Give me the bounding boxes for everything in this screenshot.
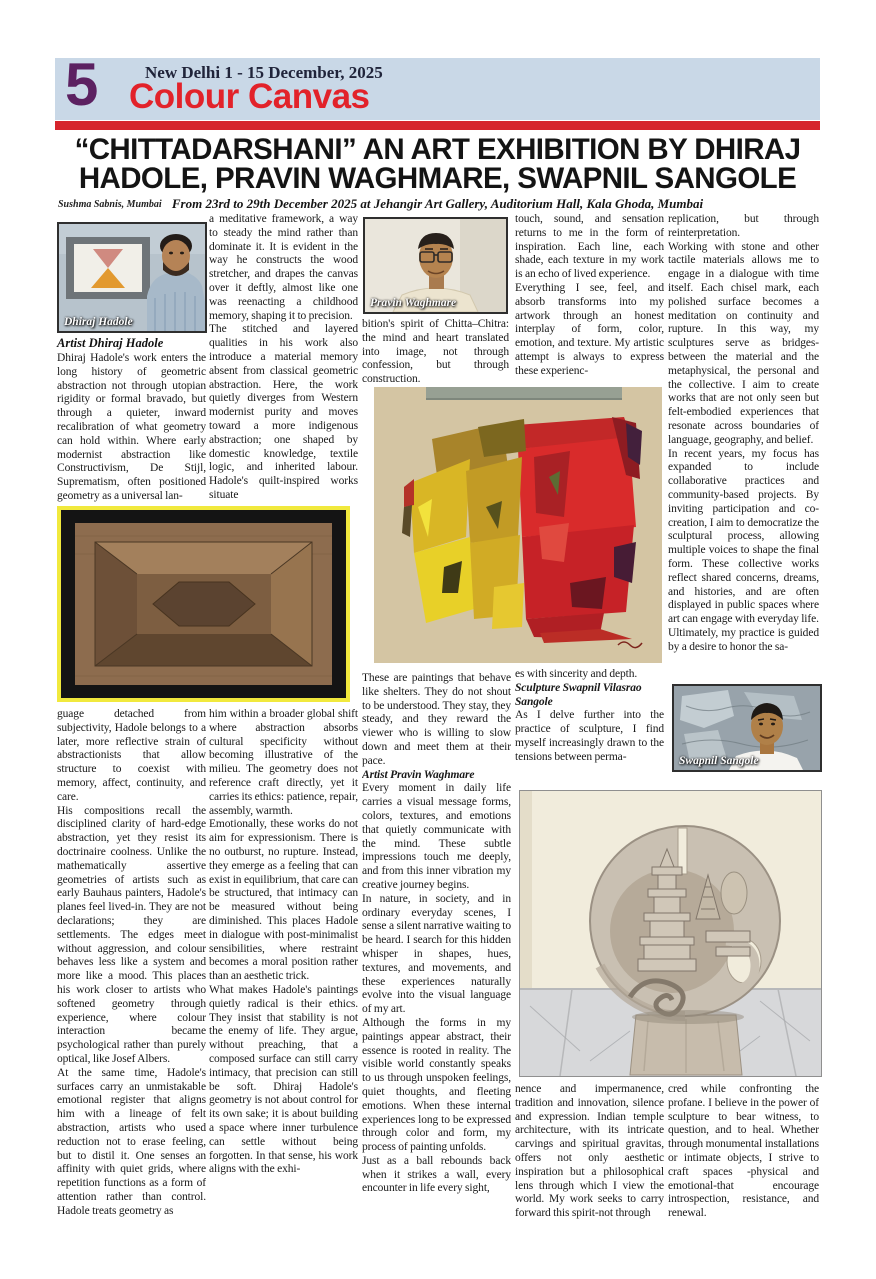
paragraph: a meditative framework, a way to steady the mind rather than dominate it. It is evident in the way he constructs the wood stretcher, and drapes the canvas over it deftly, almost like one was reenacting a childhood memory, shaping it to precision. <box>209 213 358 322</box>
section-heading-dhiraj: Artist Dhiraj Hadole <box>57 336 164 350</box>
paragraph: bition's spirit of Chitta–Chitra: the mind and heart translated into image, not through confession, but through construction. <box>362 318 509 386</box>
photo-swapnil-sangole <box>672 684 822 772</box>
paragraph: Everything I see, feel, and absorb transforms into my artwork through an honest interplay of form, color, emotion, and texture. My artistic attempt is always to express these experienc- <box>515 281 664 377</box>
paragraph: Just as a ball rebounds back when it strikes a wall, every encounter in life every sight, <box>362 1154 511 1195</box>
photo-pravin-waghmare <box>363 217 508 314</box>
paragraph: cred while confronting the profane. I believe in the power of sculpture to bear witness, to question, and to heal. Whether through monumental installations or intimate objects, I strive to craft spaces -physical and emotional-that encourage introspection, resistance, and renewal. <box>668 1083 819 1220</box>
article-text-col5-a <box>668 213 819 682</box>
paragraph: In nature, in society, and in ordinary everyday scenes, I sense a silent narrative waiting to be heard. I search for this hidden whisper in shapes, hues, textures, and movements, and these experiences naturally evolve into the visual language of my art. <box>362 892 511 1016</box>
artwork-sculpture <box>519 790 822 1077</box>
paragraph: guage detached from subjectivity, Hadole belongs to a later, more reflective strain of abstractionists that allow structure to coexist with memory, affect, continuity, and care. <box>57 708 206 803</box>
article-text-col5-b <box>668 1083 819 1221</box>
paragraph: The stitched and layered qualities in his work also introduce a material memory absent from classical geometric abstraction. Here, the work quietly diverges from Western modernist purity and moves toward a more indigenous abstraction; one shaped by domestic knowledge, textile logic, and inherited labour. Hadole's quilt-inspired works situate <box>209 323 358 501</box>
article-text-col1-a <box>57 352 206 505</box>
paragraph: Although the forms in my paintings appear abstract, their essence is rooted in reality. The visible world constantly speaks to us through unspoken feelings, quiet thoughts, and fleeting emotions. When these internal experiences long to be expressed through color and form, my process of painting unfolds. <box>362 1016 511 1154</box>
headline: “CHITTADARSHANI” AN ART EXHIBITION BY DHIRAJ HADOLE, PRAVIN WAGHMARE, SWAPNIL SANGOLE <box>74 133 801 195</box>
paragraph: In recent years, my focus has expanded to include collaborative practices and community-based projects. By inviting participation and co-creation, I aim to democratize the sculptural process, allowing multiple voices to shape the final form. These collective works reflect shared concerns, dreams, and histories, and are often displayed in public spaces where art can engage with everyday life. <box>668 447 819 626</box>
paragraph: replication, but through reinterpretation. <box>668 213 819 239</box>
paragraph: His compositions recall the disciplined clarity of hard-edge abstraction, yet they resist its doctrinaire coolness. Unlike the mathematically assertive geometries of artists such as early Bauhaus painters, Hadole's planes feel lived-in. They are not declarations; they are settlements. The edges meet without aggression, and colour behaves less like a system and more like a mood. This places his work closer to artists who softened geometry through experience, where colour interaction became psychological rather than purely optical, like Josef Albers. <box>57 804 206 1065</box>
article-text-col1-b <box>57 708 206 1220</box>
paragraph: What makes Hadole's paintings quietly radical is their ethics. They insist that stability is not the enemy of life. They argue, without preaching, that a composed surface can still carry intimacy, that precision can still be soft. Dhiraj Hadole's geometry is not about control for its own sake; it is about building a space where inner turbulence can settle without being forgotten. In that sense, his work aligns with the exhi- <box>209 983 358 1176</box>
paragraph: At the same time, Hadole's surfaces carry an unmistakable emotional register that aligns him with a lineage of felt abstraction, artists who used reduction not to erase feeling, but to distil it. One senses an affinity with quiet grids, where repetition functions as a form of attention rather than control. Hadole treats geometry as <box>57 1066 206 1217</box>
masthead <box>55 51 820 120</box>
paragraph: Ultimately, my practice is guided by a desire to honor the sa- <box>668 626 819 653</box>
article-text-col4-b <box>515 668 664 780</box>
masthead-page-number: 5 <box>65 51 99 118</box>
article-text-col3-a <box>362 318 509 388</box>
paragraph: es with sincerity and depth. <box>515 668 638 680</box>
artwork-wood-relief <box>57 506 350 702</box>
paragraph: Every moment in daily life carries a visual message forms, colors, textures, and emotions that quietly communicate with the mind. These subtle impressions touch me deeply, and from this inner vibration my creative journey begins. <box>362 782 511 891</box>
paragraph: Working with stone and other tactile materials allows me to engage in a dialogue with time itself. Each chisel mark, each polished surface becomes a meditation on continuity and rupture. In this way, my sculptures serve as bridges-between the material and the metaphysical, the personal and the collective. I aim to create works that are not only seen but felt-embodied experiences that resonate across boundaries of language, geography, and belief. <box>668 240 819 446</box>
photo-dhiraj-hadole <box>57 222 207 333</box>
wood-relief-illustration <box>57 506 350 702</box>
sculpture-illustration <box>520 791 821 1076</box>
painting-illustration <box>374 387 662 663</box>
article-text-col3-b <box>362 672 511 1220</box>
artwork-abstract-painting <box>374 387 662 663</box>
photo-caption-dhiraj: Dhiraj Hadole <box>64 316 133 328</box>
paragraph: Dhiraj Hadole's work enters the long history of geometric abstraction not through utopian rigidity or formal bravado, but through a quieter, inward recalibration of what geometry can hold within. Where early modernist abstraction like Constructivism, De Stijl, Suprematism, often positioned geometry as a universal lan- <box>57 352 206 502</box>
article-text-col4-c <box>515 1083 664 1221</box>
article-text-col2-a <box>209 213 358 504</box>
section-heading-pravin: Artist Pravin Waghmare <box>362 768 475 781</box>
article-text-col2-b <box>209 708 358 1220</box>
paragraph: As I delve further into the practice of sculpture, I find myself increasingly drawn to the tensions between perma- <box>515 709 664 763</box>
byline: Sushma Sabnis, Mumbai <box>58 199 162 210</box>
paragraph: touch, sound, and sensation returns to me in the form of inspiration. Each line, each shade, each texture in my work is an echo of lived experience. <box>515 213 664 281</box>
paragraph: These are paintings that behave like shelters. They do not shout to be understood. They stay, they steady, and they reward the viewer who is willing to slow down and meet them at their pace. <box>362 672 511 767</box>
subheadline: From 23rd to 29th December 2025 at Jehangir Art Gallery, Auditorium Hall, Kala Ghoda, Mumbai <box>171 196 704 211</box>
masthead-title: Colour Canvas <box>129 77 370 116</box>
section-heading-swapnil: Sculpture Swapnil Vilasrao Sangole <box>515 681 642 708</box>
photo-caption-pravin: Pravin Waghmare <box>370 297 457 309</box>
photo-caption-swapnil: Swapnil Sangole <box>679 755 759 767</box>
paragraph: him within a broader global shift where abstraction absorbs cultural specificity without becoming illustrative of the milieu. The geometry does not reference craft directly, yet it carries its ethics: patience, repair, assembly, warmth. <box>209 708 358 817</box>
article-text-col4-a <box>515 213 664 381</box>
paragraph: Emotionally, these works do not aim for expressionism. There is no outburst, no rupture. Instead, they emerge as a feeling that can exist in equilibrium, that care can be structured, that intimacy can be measured without being diminished. This places Hadole in dialogue with post-minimalist sensibilities, where restraint becomes a moral position rather than an aesthetic trick. <box>209 818 358 983</box>
dhiraj-portrait-illustration <box>59 224 205 331</box>
divider-bar <box>55 121 820 130</box>
paragraph: nence and impermanence, tradition and innovation, silence and expression. Indian temple architecture, with its intricate carvings and spiritual gravitas, offers not only aesthetic inspiration but a philosophical lens through which I view the world. My work seeks to carry forward this spirit-not through <box>515 1083 664 1220</box>
masthead-dateline: New Delhi 1 - 15 December, 2025 <box>145 63 383 82</box>
